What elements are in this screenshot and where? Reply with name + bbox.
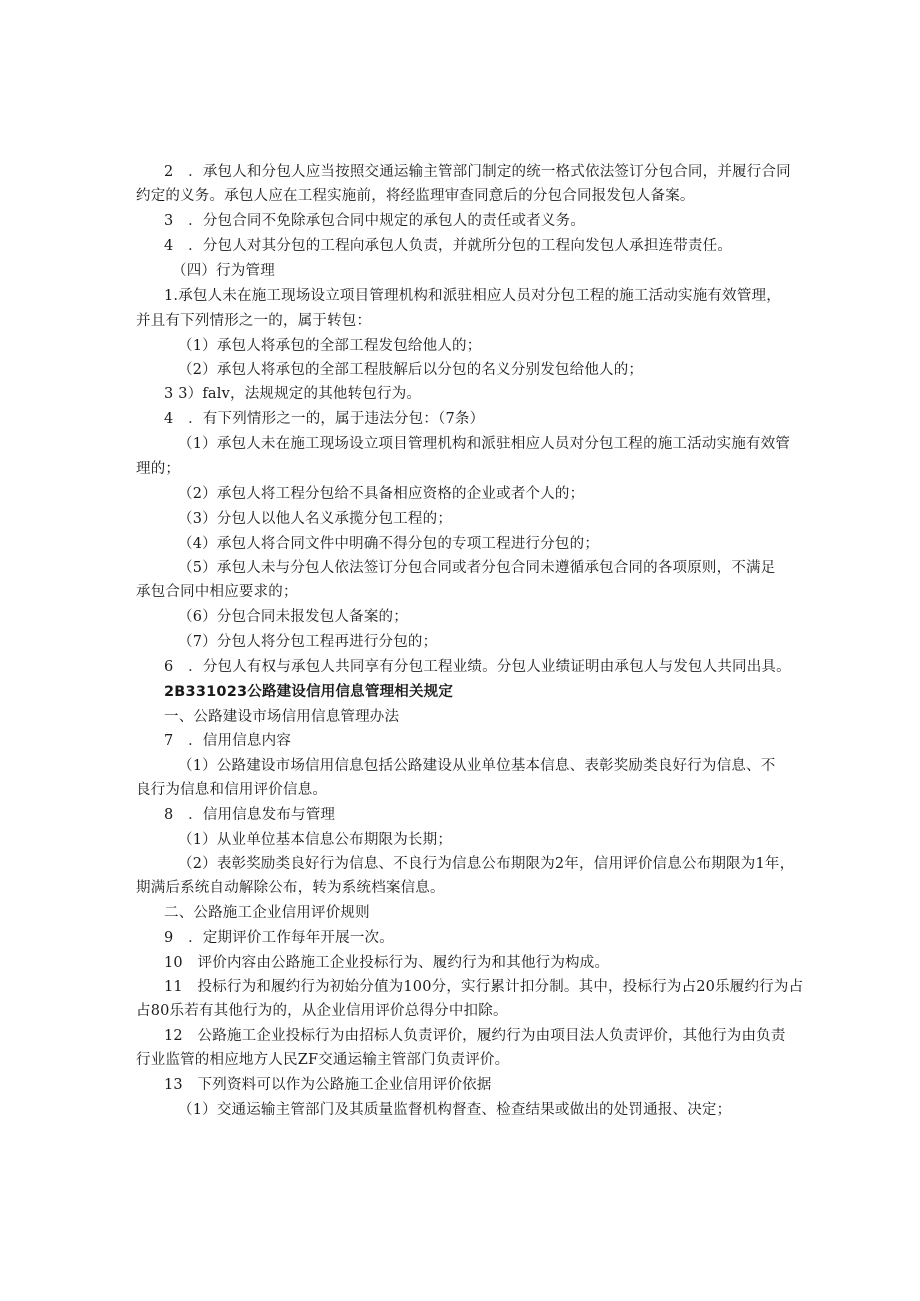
list-item: 3 3）falv，法规规定的其他转包行为。 — [164, 386, 422, 402]
paragraph-line: 10 评价内容由公路施工企业投标行为、履约行为和其他行为构成。 — [164, 955, 610, 971]
paragraph-line: 4 ．分包人对其分包的工程向承包人负责，并就所分包的工程向发包人承担连带责任。 — [164, 238, 733, 254]
paragraph-line: 12 公路施工企业投标行为由招标人负责评价，履约行为由项目法人负责评价，其他行为由负责 — [164, 1028, 786, 1044]
paragraph-line: 11 投标行为和履约行为初始分值为100分，实行累计扣分制。其中，投标行为占20乐履约行为占 — [164, 979, 804, 995]
list-item: （3）分包人以他人名义承揽分包工程的； — [178, 511, 453, 527]
list-item: （1）从业单位基本信息公布期限为长期； — [178, 832, 453, 848]
section-heading: （四）行为管理 — [172, 263, 275, 279]
paragraph-line: 行业监管的相应地方人民ZF交通运输主管部门负责评价。 — [136, 1052, 510, 1068]
paragraph-line: 8 ．信用信息发布与管理 — [164, 807, 336, 823]
list-item: （1）承包人未在施工现场设立项目管理机构和派驻相应人员对分包工程的施工活动实施有效管 — [178, 436, 791, 452]
paragraph-line: 约定的义务。承包人应在工程实施前，将经监理审查同意后的分包合同报发包人备案。 — [136, 188, 695, 204]
paragraph-line: 13 下列资料可以作为公路施工企业信用评价依据 — [164, 1077, 492, 1093]
paragraph-line: 6 ．分包人有权与承包人共同享有分包工程业绩。分包人业绩证明由承包人与发包人共同出具。 — [164, 659, 791, 675]
paragraph-line: 2 ．承包人和分包人应当按照交通运输主管部门制定的统一格式依法签订分包合同，并履行合同 — [164, 164, 791, 180]
paragraph-line: 并且有下列情形之一的，属于转包： — [136, 313, 372, 329]
section-heading: 2B331023公路建设信用信息管理相关规定 — [164, 684, 454, 700]
list-item: （7）分包人将分包工程再进行分包的； — [178, 634, 438, 650]
paragraph-line: 良行为信息和信用评价信息。 — [136, 782, 328, 798]
list-item: （1）承包人将承包的全部工程发包给他人的； — [178, 338, 482, 354]
section-heading: 二、公路施工企业信用评价规则 — [164, 905, 370, 921]
paragraph-line: 7 ．信用信息内容 — [164, 733, 292, 749]
paragraph-line: 占80乐若有其他行为的，从企业信用评价总得分中扣除。 — [136, 1003, 508, 1019]
paragraph-line: 承包合同中相应要求的； — [136, 584, 298, 600]
list-item: （2）承包人将工程分包给不具备相应资格的企业或者个人的； — [178, 486, 585, 502]
list-item: （2）承包人将承包的全部工程肢解后以分包的名义分别发包给他人的； — [178, 362, 644, 378]
list-item: （6）分包合同未报发包人备案的； — [178, 609, 408, 625]
list-item: （5）承包人未与分包人依法签订分包合同或者分包合同未遵循承包合同的各项原则，不满足 — [178, 560, 776, 576]
paragraph-line: 4 ．有下列情形之一的，属于违法分包：（7条） — [164, 411, 485, 427]
paragraph-line: 1.承包人未在施工现场设立项目管理机构和派驻相应人员对分包工程的施工活动实施有效管理， — [164, 288, 781, 304]
paragraph-line: 理的； — [136, 461, 181, 477]
list-item: （1）公路建设市场信用信息包括公路建设从业单位基本信息、表彰奖励类良好行为信息、不 — [178, 758, 776, 774]
list-item: （4）承包人将合同文件中明确不得分包的专项工程进行分包的； — [178, 536, 600, 552]
paragraph-line: 3 ．分包合同不免除承包合同中规定的承包人的责任或者义务。 — [164, 213, 586, 229]
list-item: （1）交通运输主管部门及其质量监督机构督查、检查结果或做出的处罚通报、决定； — [178, 1102, 732, 1118]
list-item: （2）表彰奖励类良好行为信息、不良行为信息公布期限为2年，信用评价信息公布期限为1年， — [178, 856, 795, 872]
paragraph-line: 9 ．定期评价工作每年开展一次。 — [164, 930, 394, 946]
section-heading: 一、公路建设市场信用信息管理办法 — [164, 709, 400, 725]
paragraph-line: 期满后系统自动解除公布，转为系统档案信息。 — [136, 880, 445, 896]
